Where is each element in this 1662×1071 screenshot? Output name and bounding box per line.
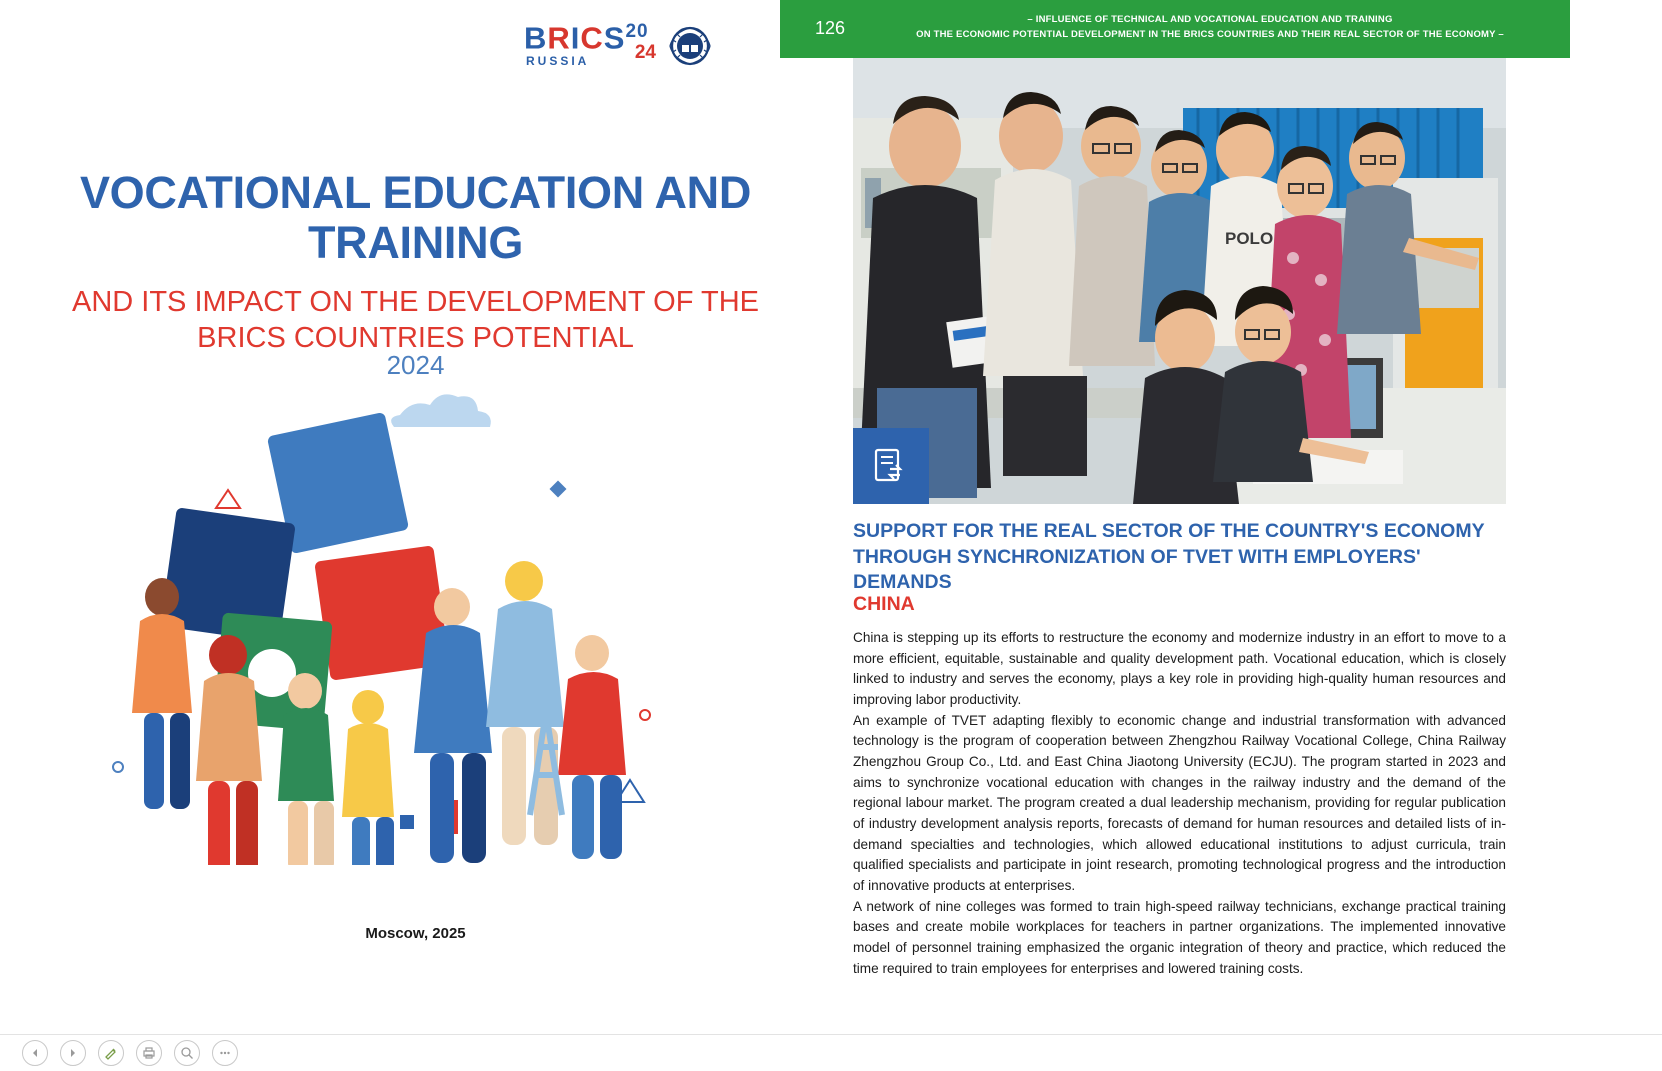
cover-year: 2024 <box>386 350 445 380</box>
zoom-button[interactable] <box>174 1040 200 1066</box>
page-header-line-1: – INFLUENCE OF TECHNICAL AND VOCATIONAL EDUCATION AND TRAINING <box>1027 14 1393 25</box>
seal-emblem-icon <box>664 20 716 72</box>
cover-footer: Moscow, 2025 <box>365 925 466 942</box>
article-paragraph: An example of TVET adapting flexibly to economic change and industrial transformation with advanced technology is the program of cooperation between Zhengzhou Railway Vocational College, China Railway Zhengzhou Group Co., Ltd. and East China Jiaotong University (ECJU). The program started in 2023 and aims to synchronize vocational education with changes in the railway industry and the demand of the regional labour market. The program created a dual leadership mechanism, providing for regular publication of industry development analysis reports, forecasts of demand for human resources and detailed lists of in-demand specialties and technologies, which allowed educational institutions to adjust curricula, train qualified specialists and participate in joint research, promoting technological progress and the introduction of innovative products at enterprises. <box>853 712 1506 893</box>
next-page-button[interactable] <box>60 1040 86 1066</box>
more-options-button[interactable] <box>212 1040 238 1066</box>
article-body <box>853 628 1506 979</box>
viewer-toolbar <box>0 1034 1662 1071</box>
cover-title: VOCATIONAL EDUCATION AND TRAINING <box>79 167 752 269</box>
annotate-button[interactable] <box>98 1040 124 1066</box>
brics-wordmark: BRICS$^{20}$ <box>524 20 649 56</box>
chevron-right-icon <box>67 1047 79 1059</box>
page-header-text <box>875 12 1545 42</box>
article-photo <box>853 58 1506 504</box>
chevron-left-icon <box>29 1047 41 1059</box>
magnifier-icon <box>180 1046 194 1060</box>
article-title: SUPPORT FOR THE REAL SECTOR OF THE COUNTRY'S ECONOMY THROUGH SYNCHRONIZATION OF TVET WITH EMPLOYERS' DEMANDS <box>853 520 1485 594</box>
ellipsis-icon <box>218 1046 232 1060</box>
brics-logo <box>524 22 654 68</box>
print-button[interactable] <box>136 1040 162 1066</box>
brics-year-bottom: 24 <box>634 42 656 63</box>
document-exchange-icon <box>853 428 929 504</box>
svg-text:POLO: POLO <box>1225 229 1274 248</box>
article-paragraph: A network of nine colleges was formed to train high-speed railway technicians, exchange practical training bases and create mobile workplaces for teachers in partner organizations. The implemented innovative model of personnel training emphasized the organic integration of theory and practice, which reduced the time required to train employees for enterprises and lowered training costs. <box>853 898 1506 976</box>
article-paragraph: China is stepping up its efforts to restructure the economy and modernize industry in an effort to move to a more efficient, equitable, sustainable and quality development path. Vocational education, which is closely linked to industry and serves the economy, plays a key role in providing high-quality human resources and improving labor productivity. <box>853 630 1506 707</box>
brics-country-label: RUSSIA <box>526 54 590 68</box>
brics-year-top: 20 <box>625 21 649 42</box>
page-number: 126 <box>814 18 846 38</box>
page-header-line-2: ON THE ECONOMIC POTENTIAL DEVELOPMENT IN THE BRICS COUNTRIES AND THEIR REAL SECTOR OF THE ECONOMY – <box>916 29 1504 41</box>
cover-subtitle: AND ITS IMPACT ON THE DEVELOPMENT OF THE BRICS COUNTRIES POTENTIAL <box>72 286 759 355</box>
page-header-band <box>780 0 1570 58</box>
printer-icon <box>142 1046 156 1060</box>
cover-page <box>0 0 831 1035</box>
article-country-label: CHINA <box>853 593 915 615</box>
people-with-puzzle-pieces-illustration <box>100 385 700 865</box>
pencil-icon <box>104 1046 118 1060</box>
previous-page-button[interactable] <box>22 1040 48 1066</box>
content-page <box>814 0 1662 1035</box>
